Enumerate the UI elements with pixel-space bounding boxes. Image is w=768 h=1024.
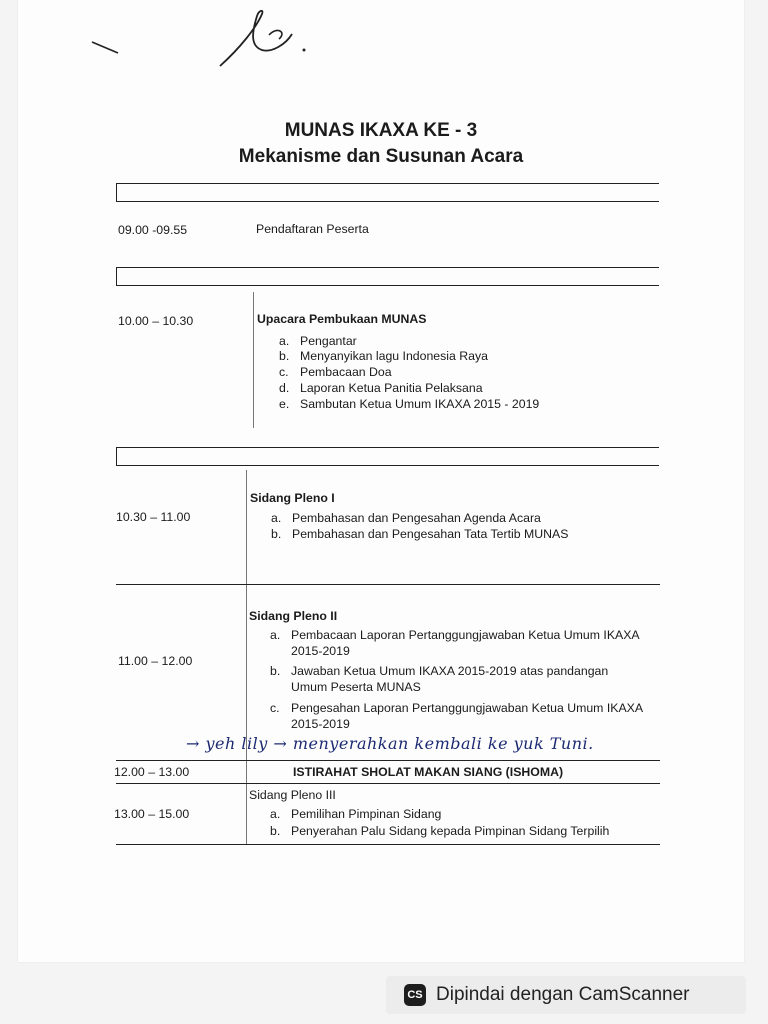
item-letter: b. <box>270 664 281 678</box>
item-text: Pemilihan Pimpinan Sidang <box>291 807 442 821</box>
row-divider <box>116 844 660 845</box>
list-item-continuation <box>291 644 350 658</box>
item-text: Pembacaan Doa <box>300 365 392 379</box>
item-text: Laporan Ketua Panitia Pelaksana <box>300 381 483 395</box>
item-text: Menyanyikan lagu Indonesia Raya <box>300 349 488 363</box>
column-divider <box>246 470 247 844</box>
time-label: 12.00 – 13.00 <box>114 765 190 779</box>
section-divider-bar <box>116 267 659 286</box>
handwritten-note: → yeh lily → menyerahkan kembali ke yuk Tuni. <box>186 734 594 753</box>
section-heading: Upacara Pembukaan MUNAS <box>257 312 427 326</box>
time-label: 13.00 – 15.00 <box>114 807 190 821</box>
row-divider <box>116 584 660 585</box>
item-text: 2015-2019 <box>291 717 350 731</box>
row-divider <box>116 760 660 761</box>
section-heading: Sidang Pleno I <box>250 491 335 505</box>
item-letter: c. <box>279 365 289 379</box>
item-text: Pembahasan dan Pengesahan Agenda Acara <box>292 511 541 525</box>
item-letter: b. <box>270 824 281 838</box>
section-heading: Sidang Pleno III <box>249 788 336 802</box>
activity-label: Pendaftaran Peserta <box>256 222 369 236</box>
item-text: Penyerahan Palu Sidang kepada Pimpinan Sidang Terpilih <box>291 824 610 838</box>
time-label: 11.00 – 12.00 <box>118 654 193 668</box>
item-letter: d. <box>279 381 290 395</box>
item-letter: b. <box>279 349 290 363</box>
section-divider-bar <box>116 183 659 202</box>
item-text: Umum Peserta MUNAS <box>291 680 421 694</box>
item-text: Jawaban Ketua Umum IKAXA 2015-2019 atas pandangan <box>291 664 609 678</box>
list-item-continuation <box>291 717 350 731</box>
time-label: 10.00 – 10.30 <box>118 314 194 328</box>
scanned-page <box>18 0 744 962</box>
item-letter: a. <box>279 334 290 348</box>
item-letter: a. <box>271 511 282 525</box>
item-letter: a. <box>270 628 281 642</box>
scanner-watermark-badge <box>386 976 746 1014</box>
column-divider <box>253 292 254 428</box>
item-text: Pengantar <box>300 334 357 348</box>
item-text: Sambutan Ketua Umum IKAXA 2015 - 2019 <box>300 397 540 411</box>
item-text: Pembahasan dan Pengesahan Tata Tertib MUNAS <box>292 527 569 541</box>
item-letter: c. <box>270 701 280 715</box>
list-item-continuation <box>291 680 421 694</box>
section-divider-bar <box>116 447 659 466</box>
item-letter: e. <box>279 397 290 411</box>
document-title: MUNAS IKAXA KE - 3 <box>284 120 478 141</box>
section-heading: Sidang Pleno II <box>249 609 338 623</box>
item-letter: a. <box>270 807 281 821</box>
watermark-text: Dipindai dengan CamScanner <box>436 984 690 1005</box>
time-label: 09.00 -09.55 <box>118 223 188 237</box>
row-divider <box>116 783 660 784</box>
item-text: 2015-2019 <box>291 644 350 658</box>
document-subtitle: Mekanisme dan Susunan Acara <box>238 146 524 167</box>
handwritten-signature <box>78 4 338 74</box>
item-text: Pembacaan Laporan Pertanggungjawaban Ketua Umum IKAXA <box>291 628 640 642</box>
item-text: Pengesahan Laporan Pertanggungjawaban Ketua Umum IKAXA <box>291 701 644 715</box>
item-letter: b. <box>271 527 282 541</box>
cs-logo-icon: CS <box>404 984 426 1006</box>
time-label: 10.30 – 11.00 <box>116 510 191 524</box>
section-heading: ISTIRAHAT SHOLAT MAKAN SIANG (ISHOMA) <box>293 765 564 779</box>
